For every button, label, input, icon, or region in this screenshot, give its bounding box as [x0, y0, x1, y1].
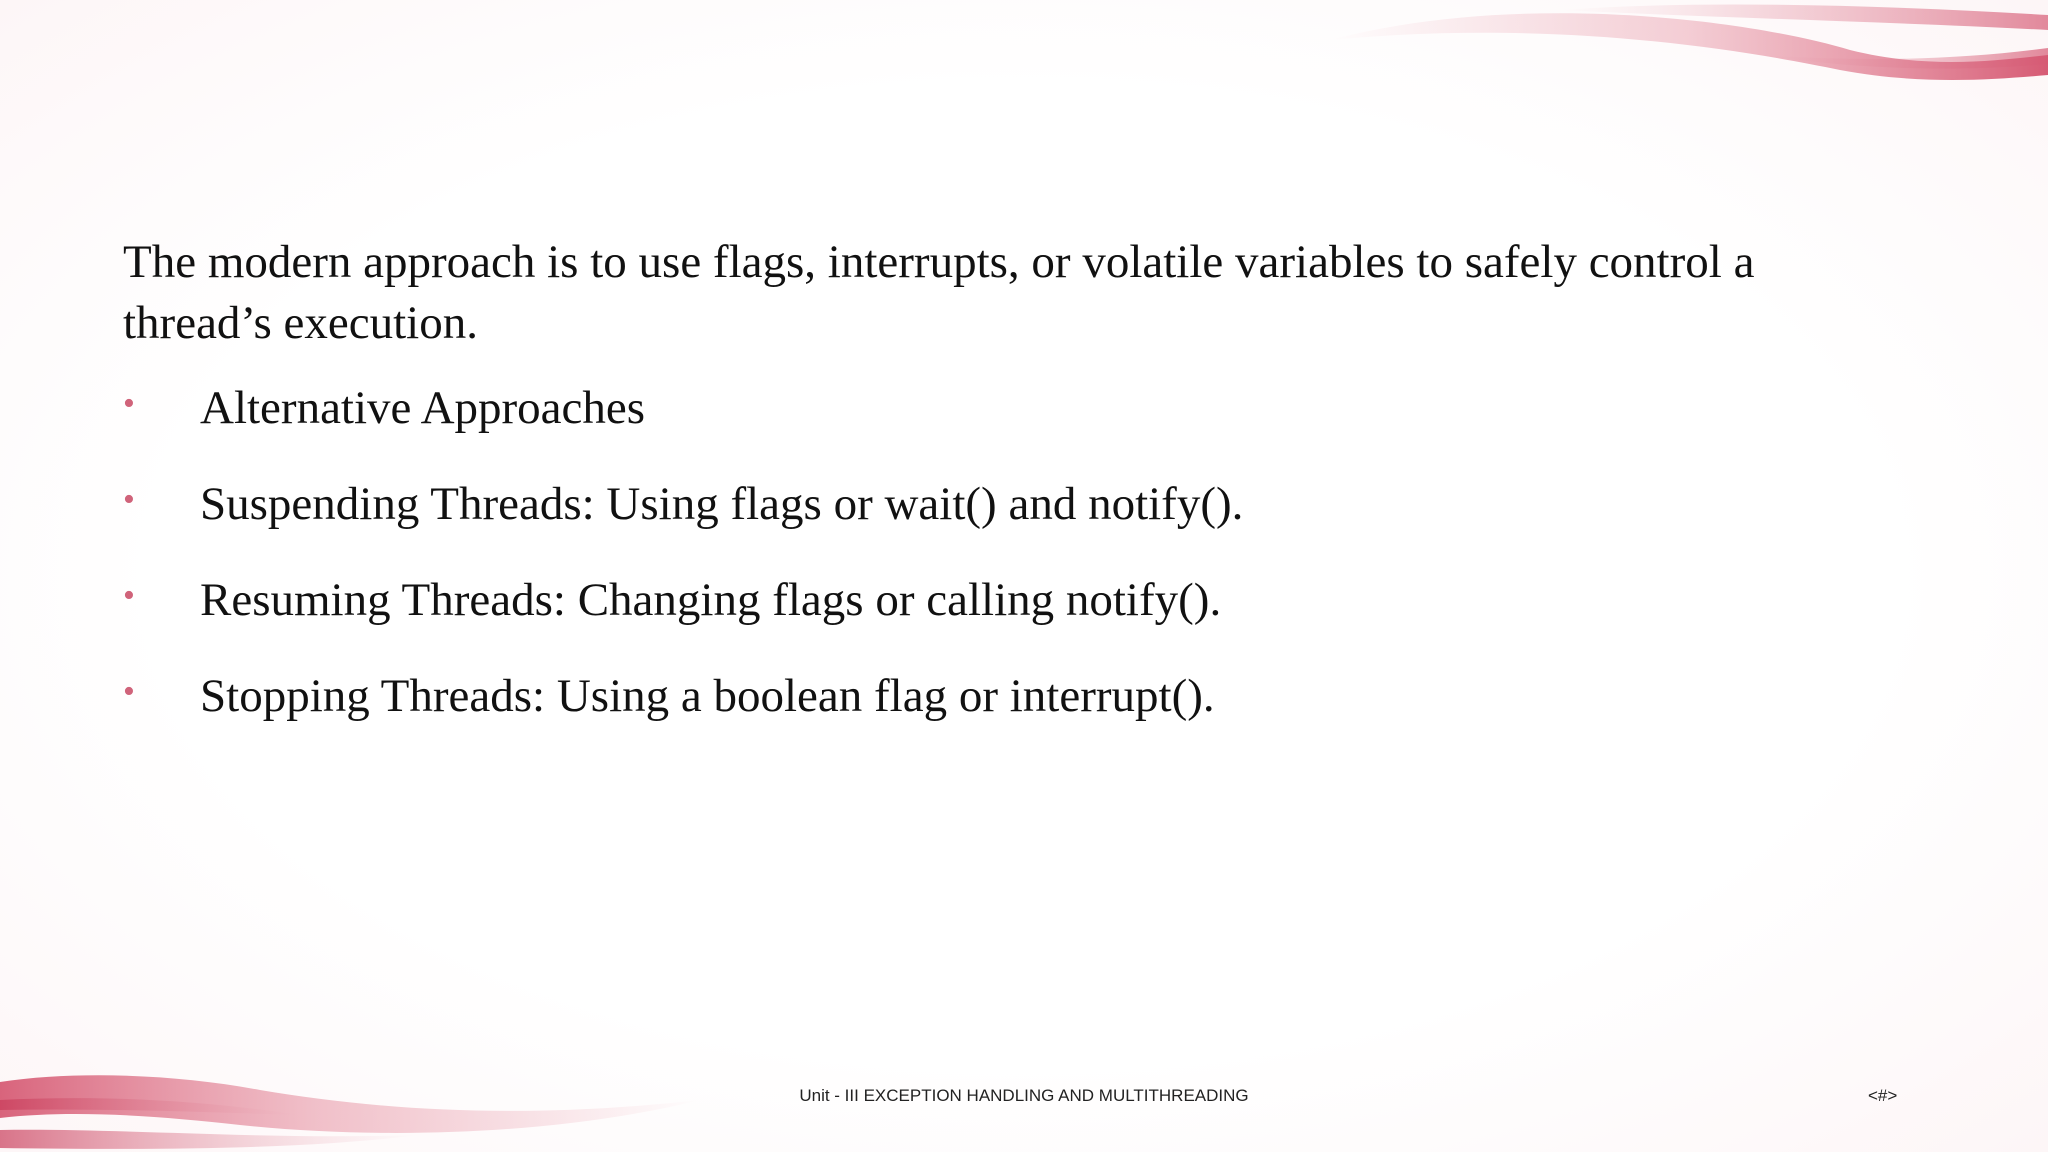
footer-title: Unit - III EXCEPTION HANDLING AND MULTITHREADING: [799, 1086, 1249, 1105]
bullet-dot-icon: •: [123, 385, 135, 422]
bullet-text: Alternative Approaches: [200, 382, 646, 434]
bullet-dot-icon: •: [123, 577, 135, 614]
bullet-dot-icon: •: [123, 481, 135, 518]
page-number: <#>: [1868, 1086, 1898, 1105]
bullet-item: [123, 474, 1863, 535]
bullet-text: Suspending Threads: Using flags or wait() and notify().: [200, 478, 1244, 530]
slide-body: [123, 232, 1863, 762]
bullet-dot-icon: •: [123, 673, 135, 710]
bullet-text: Resuming Threads: Changing flags or calling notify().: [200, 574, 1222, 626]
bullet-item: [123, 378, 1863, 439]
slide-footer: [0, 1086, 2048, 1114]
bullet-item: [123, 570, 1863, 631]
bullet-item: [123, 666, 1863, 727]
intro-paragraph: The modern approach is to use flags, interrupts, or volatile variables to safely control a thread’s execution.: [123, 236, 1755, 349]
bullet-text: Stopping Threads: Using a boolean flag or interrupt().: [200, 670, 1215, 722]
bullet-list: [123, 378, 1863, 727]
